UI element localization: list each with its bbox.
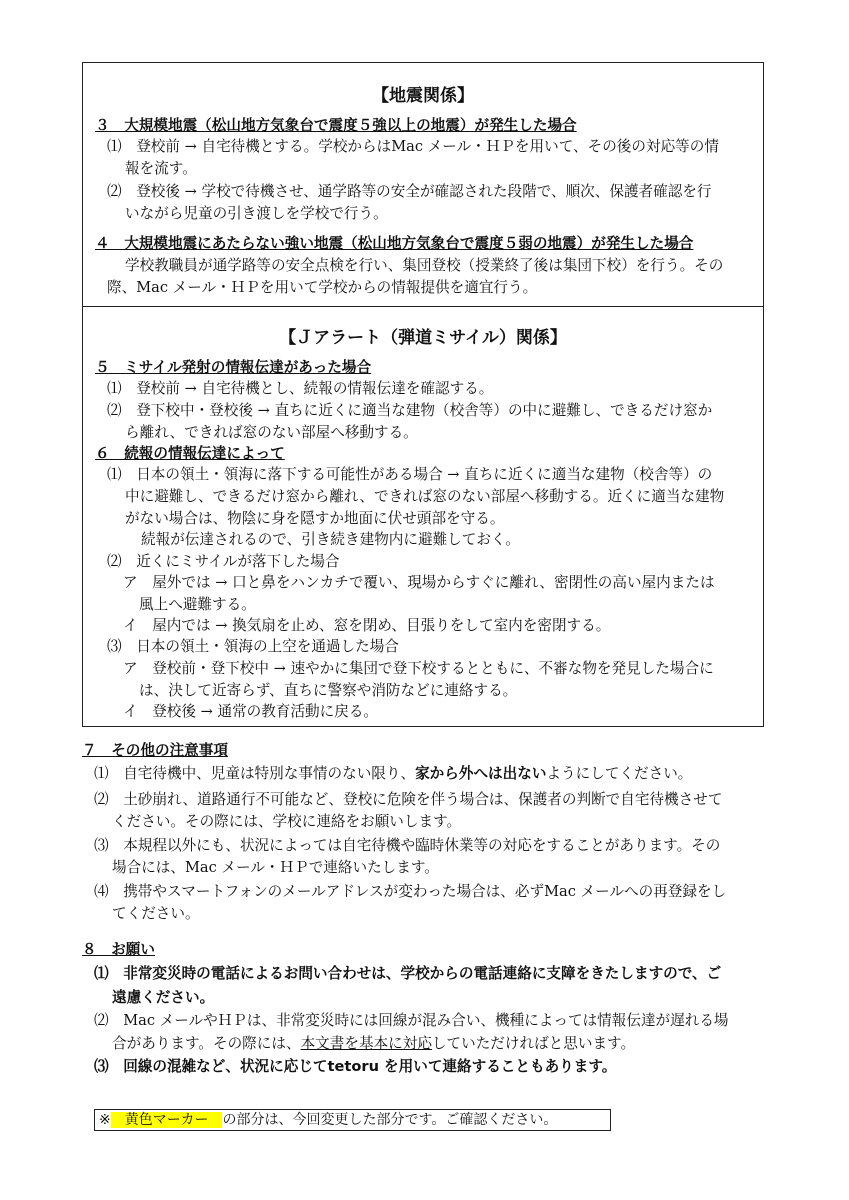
s6-1-b: 中に避難し、できるだけ窓から離れ、できれば窓のない部屋へ移動する。近くに適当な建物 xyxy=(125,488,725,505)
s6-3-a-2: は、決して近寄らず、直ちに警察や消防などに連絡する。 xyxy=(139,682,518,699)
s7-2-a: ⑵ 土砂崩れ、道路通行不可能など、登校に危険を伴う場合は、保護者の判断で自宅待機させて xyxy=(94,791,723,808)
note-text: の部分は、今回変更した部分です。ご確認ください。 xyxy=(222,1112,558,1128)
s3-2-line-b: いながら児童の引き渡しを学校で行う。 xyxy=(125,205,388,222)
s5-1: ⑴ 登校前 → 自宅待機とし、続報の情報伝達を確認する。 xyxy=(107,380,494,397)
highlight-note xyxy=(94,1109,611,1131)
section-4-title-a: ４ 大規模地震にあたらない強い地震（松山地方気象台で xyxy=(95,235,475,252)
s7-1 xyxy=(94,764,692,784)
section-4-title xyxy=(95,234,693,254)
s7-4-b: てください。 xyxy=(112,905,200,922)
s6-1-a: ⑴ 日本の領土・領海に落下する可能性がある場合 → 直ちに近くに適当な建物（校舎等）の xyxy=(107,466,713,483)
section-3-title-u: 震度５強以上の地震 xyxy=(328,117,460,134)
s8-2-b-a: 合があります。その際には、 xyxy=(112,1035,301,1052)
s3-2-line-a: ⑵ 登校後 → 学校で待機させ、通学路等の安全が確認された段階で、順次、保護者確認を行 xyxy=(107,183,712,200)
s3-1-line-a: ⑴ 登校前 → 自宅待機とする。学校からはMac メール・ＨＰを用いて、その後の対応等の情 xyxy=(107,138,719,155)
jalert-section xyxy=(82,306,764,727)
s6-2-i: イ 屋内では → 換気扇を止め、窓を閉め、目張りをして室内を密閉する。 xyxy=(123,617,611,634)
earthquake-heading: 【地震関係】 xyxy=(372,86,474,106)
s7-2-b: ください。その際には、学校に連絡をお願いします。 xyxy=(112,813,462,830)
s6-1-c: がない場合は、物陰に身を隠すか地面に伏せ頭部を守る。 xyxy=(125,510,505,527)
earthquake-section xyxy=(82,62,764,307)
s8-2-a: ⑵ Mac メールやＨＰは、非常変災時には回線が混み合い、機種によっては情報伝達が遅れる場 xyxy=(94,1012,729,1029)
s6-3-i: イ 登校後 → 通常の教育活動に戻る。 xyxy=(123,703,379,720)
section-3-title-a: ３ 大規模地震（松山地方気象台で xyxy=(95,117,329,134)
s8-3: ⑶ 回線の混雑など、状況に応じてtetoru を用いて連絡することもあります。 xyxy=(94,1058,617,1075)
s6-2-a-2: 風上へ避難する。 xyxy=(139,596,256,613)
s7-1-c: ようにしてください。 xyxy=(546,765,693,782)
s7-3-b: 場合には、Mac メール・ＨＰで連絡いたします。 xyxy=(112,859,439,876)
s3-1-line-b: 報を流す。 xyxy=(125,160,197,177)
yellow-marker-label: 黄色マーカー xyxy=(111,1112,223,1128)
section-8-title: ８ お願い xyxy=(82,941,155,958)
s5-2-b: ら離れ、できれば窓のない部屋へ移動する。 xyxy=(125,424,418,441)
s7-1-bold: 家から外へは出ない xyxy=(415,765,547,782)
s7-1-a: ⑴ 自宅待機中、児童は特別な事情のない限り、 xyxy=(94,765,416,782)
s8-2-b-c: していただければと思います。 xyxy=(431,1035,636,1052)
s4-line-a: 学校教職員が通学路等の安全点検を行い、集団登校（授業終了後は集団下校）を行う。その xyxy=(125,257,724,274)
note-mark: ※ xyxy=(99,1112,111,1128)
s8-2-b xyxy=(112,1034,635,1054)
jalert-heading: 【Ｊアラート（弾道ミサイル）関係】 xyxy=(279,328,567,348)
s4-line-b: 際、Mac メール・ＨＰを用いて学校からの情報提供を適宜行う。 xyxy=(107,279,538,296)
section-3-title xyxy=(95,116,577,136)
s8-2-b-underlined: 本文書を基本に対応 xyxy=(300,1035,432,1052)
s6-3-a-1: ア 登校前・登下校中 → 速やかに集団で登下校するとともに、不審な物を発見した場合に xyxy=(123,660,714,677)
s8-1-b: 遠慮ください。 xyxy=(112,989,215,1006)
s6-3: ⑶ 日本の領土・領海の上空を通過した場合 xyxy=(107,638,399,655)
s8-1-a: ⑴ 非常変災時の電話によるお問い合わせは、学校からの電話連絡に支障をきたしますので、ご xyxy=(94,965,722,982)
s7-4-a: ⑷ 携帯やスマートフォンのメールアドレスが変わった場合は、必ずMac メールへの再登録をし xyxy=(94,883,727,900)
s6-1-d: 続報が伝達されるので、引き続き建物内に避難しておく。 xyxy=(141,531,520,548)
s5-2-a: ⑵ 登下校中・登校後 → 直ちに近くに適当な建物（校舎等）の中に避難し、できるだけ窓か xyxy=(107,402,713,419)
s6-2-a-1: ア 屋外では → 口と鼻をハンカチで覆い、現場からすぐに離れ、密閉性の高い屋内または xyxy=(123,574,715,591)
section-7-title: ７ その他の注意事項 xyxy=(82,742,228,759)
section-4-title-u: 震度５弱の地震 xyxy=(474,235,577,252)
section-3-title-b: ）が発生した場合 xyxy=(459,117,577,134)
s6-2: ⑵ 近くにミサイルが落下した場合 xyxy=(107,553,340,570)
section-6-title: ６ 続報の情報伝達によって xyxy=(95,445,285,462)
section-4-title-b: ）が発生した場合 xyxy=(576,235,694,252)
s7-3-a: ⑶ 本規程以外にも、状況によっては自宅待機や臨時休業等の対応をすることがあります。その xyxy=(94,837,721,854)
section-5-title: ５ ミサイル発射の情報伝達があった場合 xyxy=(95,359,372,376)
